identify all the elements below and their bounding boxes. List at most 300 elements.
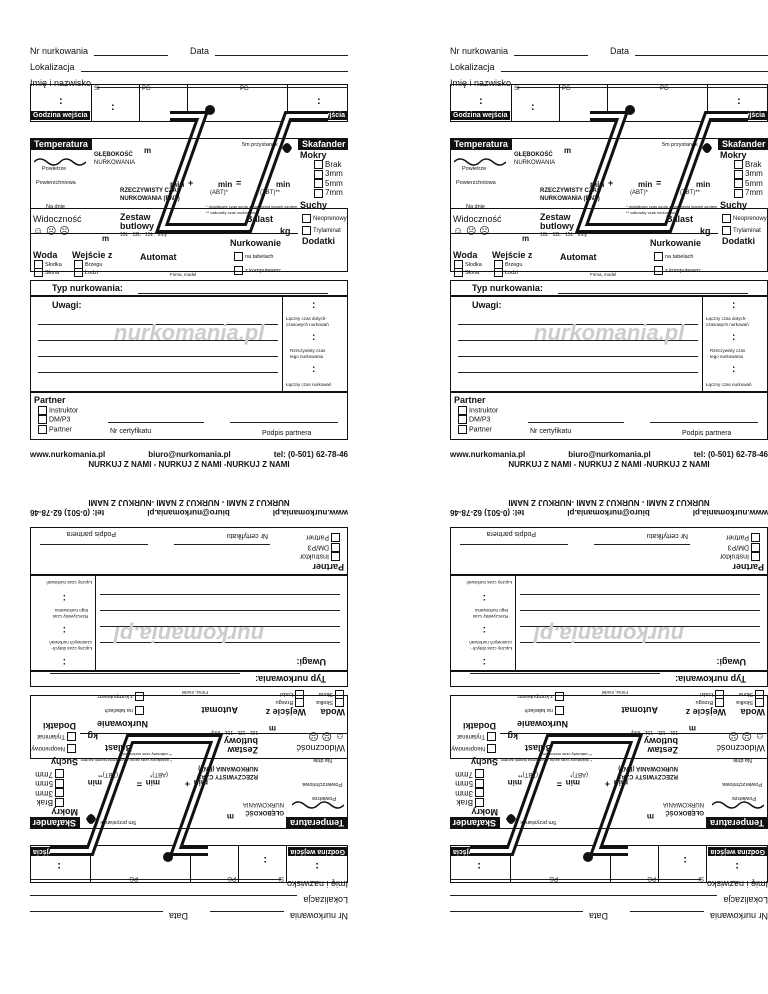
computer-option [234,266,281,275]
tables-label: na tabelach [665,253,694,260]
trilaminate-option [37,732,76,741]
shore-checkbox[interactable] [715,698,724,707]
dive-number-field[interactable] [210,911,284,921]
dm-checkbox[interactable] [38,415,47,424]
suit-opt-7mm: 7mm [455,769,473,779]
role-instructor: Instruktor [299,552,329,560]
exit-time-colon: : [737,95,741,107]
safety-stop-label: 5m przystanek [662,142,698,148]
cyl-15l: 15L [224,729,233,735]
entry-from-label: Wejście z [72,250,113,260]
tables-checkbox[interactable] [555,706,564,715]
air-temp-label: Powietrze [311,795,336,801]
water-label: Woda [740,707,765,717]
trilaminate-checkbox[interactable] [487,732,496,741]
cyl-10l: 10L [669,729,678,735]
salt-water-label: Słona [738,691,753,698]
cyl-other: Inny [577,232,587,238]
tbt-label: (TBT)** [98,771,118,777]
computer-checkbox[interactable] [555,692,564,701]
notes-line-4[interactable] [100,594,340,595]
water-label: Woda [320,707,345,717]
pg1-label: PG [562,86,571,92]
trilaminate-checkbox[interactable] [302,226,311,235]
total-prev-label-2: czasowych nurkowań [286,322,329,327]
suit-opt-7mm-checkbox[interactable] [475,769,484,778]
cert-label: Nr certyfikatu [646,532,688,539]
suit-opt-7mm: 7mm [745,188,763,198]
role-partner: Partner [306,533,329,541]
notes-line-3[interactable] [520,610,760,611]
instructor-checkbox[interactable] [751,552,760,561]
location-field[interactable] [501,62,768,72]
date-field[interactable] [215,46,348,56]
boat-option [74,268,98,277]
suit-opt-7mm: 7mm [35,769,53,779]
trilaminate-option [302,226,341,235]
cert-field[interactable] [174,544,270,545]
total-prev-colon: : [312,300,316,311]
suit-opt-3mm-checkbox[interactable] [734,170,743,179]
role-instructor: Instruktor [469,407,499,415]
salt-water-option [739,690,764,699]
role-partner: Partner [49,426,72,434]
temperature-label: Temperatura [706,817,768,829]
tables-checkbox[interactable] [234,252,243,261]
neoprene-checkbox[interactable] [722,214,731,223]
dive-number-row [30,42,348,56]
suit-opt-none-checkbox[interactable] [55,798,64,807]
notes-line-3[interactable] [38,356,278,357]
rnt-label: RZECZYWISTY CZAS [197,773,258,779]
role-dm: DM/P3 [469,416,491,424]
cyl-other: Inny [157,232,167,238]
notes-line-4[interactable] [38,372,278,373]
si-colon: : [531,101,535,113]
suit-opt-7mm-checkbox[interactable] [314,189,323,198]
ballast-label: Balast [246,214,274,224]
suit-opt-5mm-checkbox[interactable] [475,779,484,788]
name-label: Imię i nazwisko [286,879,348,889]
ballast-unit: kg [87,731,98,741]
dive-number-label: Nr nurkowania [289,911,348,921]
total-prev-label: Łączny czas dotych- [706,316,747,321]
boat-option [494,268,518,277]
exit-time-label: Godzina wyjścia [450,847,510,856]
cyl-12l: 12L [132,232,141,238]
footnote-1: * dodatkowy czas azotu z nasycenia tkanek azotem [500,758,592,763]
diving-section-label: Nurkowanie [96,719,148,729]
rnt-label-2: NURKOWANIA (RNT) [198,765,258,771]
wet-suit-label: Mokry [300,150,327,160]
date-field[interactable] [450,911,583,921]
dive-number-label: Nr nurkowania [450,46,509,56]
entry-time-label: Godzina wejścia [288,847,348,856]
fresh-water-checkbox[interactable] [335,698,344,707]
date-label: Data [610,46,630,56]
computer-checkbox[interactable] [234,266,243,275]
depth-label-2: NURKOWANIA [242,801,284,807]
neoprene-checkbox[interactable] [487,744,496,753]
computer-label: z komputerem: [516,693,553,700]
shore-checkbox[interactable] [295,698,304,707]
water-label: Woda [33,250,58,260]
total-label: Łączny czas nurkowań [46,580,92,585]
boat-label: Łodzi [85,269,99,276]
trilaminate-checkbox[interactable] [67,732,76,741]
date-field[interactable] [30,911,163,921]
suit-opt-3mm: 3mm [745,169,763,179]
dive-number-field[interactable] [630,911,704,921]
trilaminate-checkbox[interactable] [722,226,731,235]
pg2-label: PG [240,86,249,92]
cyl-15l: 15L [644,729,653,735]
suit-options [455,769,484,807]
surface-temp-label: Powierzchniowa [36,180,76,186]
notes-label: Uwagi: [52,300,82,310]
computer-checkbox[interactable] [135,692,144,701]
diving-section-label: Nurkowanie [650,238,702,248]
salt-water-option [454,268,479,277]
bottom-temp-label: Na dnie [466,204,485,210]
footnote-2: ** całkowity czas nurkowania [206,210,258,215]
website-link[interactable]: www.nurkomania.pl [450,450,526,459]
dive-type-field[interactable] [470,673,660,674]
location-field[interactable] [30,895,297,905]
role-dm: DM/P3 [49,416,71,424]
partner-sig-label: Podpis partnera [262,430,312,437]
suit-opt-3mm: 3mm [35,788,53,798]
partner-sig-label: Podpis partnera [682,430,732,437]
pg2-label: PG [129,875,138,881]
cyl-12l: 12L [237,729,246,735]
wave-icon [712,801,764,809]
cylinders-label-2: butlowy [644,736,678,746]
total-prev-label-2: czasowych nurkowań [469,640,512,645]
total-prev-colon: : [482,656,486,667]
boat-checkbox[interactable] [74,268,83,277]
suit-opt-none: Brak [36,798,53,807]
si-colon: : [111,101,115,113]
dive-number-field[interactable] [514,46,588,56]
tbt-min: min [507,778,522,787]
this-dive-label-2: tego nurkowania [290,354,324,359]
air-temp-label: Powietrze [462,166,487,172]
dive-number-field[interactable] [94,46,168,56]
si-colon: : [683,854,687,866]
visibility-faces-icon: ☺ ☹ ☹ [728,730,765,741]
suit-opt-3mm-checkbox[interactable] [55,788,64,797]
website-link[interactable]: www.nurkomania.pl [30,450,106,459]
visibility-unit: m [102,234,110,243]
entry-from-label: Wejście z [265,707,306,717]
partner-title: Partner [312,562,344,572]
total-label: Łączny czas nurkowań [706,382,752,387]
suit-title: Skafander [718,138,768,150]
phone-number: tel: (0-501) 62-78-46 [450,508,525,517]
ballast-unit: kg [280,226,291,236]
automat-label: Automat [621,705,658,715]
role-instructor: Instruktor [719,552,749,560]
role-dm: DM/P3 [727,543,749,551]
total-colon: : [62,592,66,603]
salt-water-option [319,690,344,699]
notes-line-4[interactable] [458,372,698,373]
dm-checkbox[interactable] [331,543,340,552]
cylinders-label-2: butlowy [224,736,258,746]
fresh-water-option [736,698,764,707]
extras-label: Dodatki [462,721,496,731]
fresh-water-label: Słodka [465,261,482,268]
fresh-water-checkbox[interactable] [755,698,764,707]
temperature-label: Temperatura [450,138,512,150]
rnt-label-2: NURKOWANIA (RNT) [618,765,678,771]
partner-roles [458,406,498,434]
neoprene-option [722,214,767,223]
plus-sign: + [604,779,610,789]
equals-sign: = [136,779,142,789]
location-row [30,58,348,72]
extras-label: Dodatki [722,236,756,246]
air-temp-label: Powietrze [731,795,756,801]
partner-checkbox[interactable] [38,425,47,434]
total-prev-label-2: czasowych nurkowań [706,322,749,327]
boat-label: Łodzi [699,691,713,698]
firm-model-label: Firma, model [601,690,628,695]
instructor-checkbox[interactable] [331,552,340,561]
cyl-12l: 12L [552,232,561,238]
this-dive-label: Rzeczywisty czas [710,348,746,353]
visibility-faces-icon: ☺ ☹ ☹ [453,226,490,237]
dm-checkbox[interactable] [751,543,760,552]
partner-sig-field[interactable] [650,422,758,423]
partner-sig-field[interactable] [40,544,148,545]
cylinder-sizes [120,232,167,238]
abt-min: min [145,778,160,787]
salt-water-checkbox[interactable] [34,268,43,277]
shore-option [276,698,304,707]
suit-opt-3mm-checkbox[interactable] [314,170,323,179]
dive-log-card-2 [450,0,768,469]
exit-time-label: Godzina wyjścia [288,111,348,120]
partner-roles [720,533,760,561]
safety-stop-label: 5m przystanek [242,142,278,148]
suit-opt-5mm-checkbox[interactable] [734,179,743,188]
name-label: Imię i nazwisko [30,78,92,88]
dive-type-label: Typ nurkowania: [472,283,543,293]
extras-label: Dodatki [302,236,336,246]
wave-icon [34,158,86,166]
automat-label: Automat [140,252,177,262]
contact-line [30,450,348,459]
instructor-checkbox[interactable] [458,406,467,415]
suit-opt-5mm-checkbox[interactable] [314,179,323,188]
rnt-label-2: NURKOWANIA (RNT) [540,196,600,202]
air-temp-label: Powietrze [42,166,67,172]
footnote-1: * dodatkowy czas azotu z nasycenia tkanek azotem [626,204,718,209]
neoprene-checkbox[interactable] [302,214,311,223]
visibility-label: Widoczność [453,214,502,224]
suit-opt-none-checkbox[interactable] [734,160,743,169]
this-dive-label: Rzeczywisty czas [52,614,88,619]
surface-temp-label: Powierzchniowa [722,781,762,787]
cert-field[interactable] [594,544,690,545]
rnt-min: min [193,778,208,787]
suit-opt-7mm-checkbox[interactable] [734,189,743,198]
dm-checkbox[interactable] [458,415,467,424]
trilaminate-label: Trylaminat [733,228,761,235]
neoprene-label: Neoprenowy [451,744,485,751]
partner-sig-label: Podpis partnera [486,530,536,537]
entry-time-label: Godzina wejścia [708,847,768,856]
email-link[interactable]: biuro@nurkomania.pl [148,450,231,459]
pg2-label: PG [660,86,669,92]
exit-time-colon: : [317,95,321,107]
dive-type-field[interactable] [50,673,240,674]
neoprene-checkbox[interactable] [67,744,76,753]
date-label: Data [588,911,608,921]
this-dive-colon: : [732,332,736,343]
computer-label: z komputerem: [96,693,133,700]
tables-label: na tabelach [245,253,274,260]
website-link[interactable]: www.nurkomania.pl [692,508,768,517]
location-label: Lokalizacja [303,895,348,905]
tbt-label: (TBT)** [518,771,538,777]
date-label: Data [190,46,210,56]
entry-time-colon: : [735,860,739,872]
suit-opt-none-checkbox[interactable] [314,160,323,169]
role-partner: Partner [469,426,492,434]
location-field[interactable] [81,62,348,72]
total-label: Łączny czas nurkowań [286,382,332,387]
visibility-unit: m [268,724,276,733]
tables-checkbox[interactable] [135,706,144,715]
this-dive-label: Rzeczywisty czas [472,614,508,619]
dive-type-field[interactable] [138,293,328,294]
pg2-label: PG [549,875,558,881]
phone-number: tel: (0-501) 62-78-46 [693,450,768,459]
suit-opt-7mm-checkbox[interactable] [55,769,64,778]
this-dive-label-2: tego nurkowania [710,354,744,359]
shore-label: Brzegu [85,261,103,268]
total-prev-label: Łączny czas dotych- [51,646,92,651]
tables-option [654,252,693,261]
computer-checkbox[interactable] [654,266,663,275]
watermark: nurkomania.pl [114,320,265,345]
website-link[interactable]: www.nurkomania.pl [272,508,348,517]
footnote-2: ** całkowity czas nurkowania [120,752,172,757]
wave-icon [454,158,506,166]
salt-water-checkbox[interactable] [454,268,463,277]
visibility-label: Widoczność [716,743,765,753]
location-field[interactable] [450,895,717,905]
trilaminate-option [457,732,496,741]
email-link[interactable]: biuro@nurkomania.pl [567,508,650,517]
contact-line [450,508,768,517]
role-partner: Partner [726,533,749,541]
tables-checkbox[interactable] [654,252,663,261]
cert-field[interactable] [528,422,624,423]
firm-model-label: Firma, model [181,690,208,695]
pg1-label: PG [227,875,236,881]
notes-line-3[interactable] [458,356,698,357]
dive-type-field[interactable] [558,293,748,294]
rnt-label: RZECZYWISTY CZAS [617,773,678,779]
visibility-faces-icon: ☺ ☹ ☹ [33,226,70,237]
notes-line-3[interactable] [100,610,340,611]
suit-opt-5mm-checkbox[interactable] [55,779,64,788]
tbt-min: min [276,180,291,189]
instructor-checkbox[interactable] [38,406,47,415]
rnt-min: min [613,778,628,787]
firm-model-label: Firma, model [590,272,617,277]
email-link[interactable]: biuro@nurkomania.pl [568,450,651,459]
salt-water-label: Słona [45,269,60,276]
depth-label-2: NURKOWANIA [514,160,556,166]
salt-water-label: Słona [318,691,333,698]
abt-min: min [638,180,653,189]
partner-checkbox[interactable] [458,425,467,434]
suit-opt-none-checkbox[interactable] [475,798,484,807]
salt-water-checkbox[interactable] [335,690,344,699]
trilaminate-label: Trylaminat [457,732,485,739]
partner-sig-field[interactable] [460,544,568,545]
abt-min: min [565,778,580,787]
fresh-water-option [316,698,344,707]
date-field[interactable] [635,46,768,56]
slogan: NURKUJ Z NAMI - NURKUJ Z NAMI -NURKUJ Z NAMI [508,498,710,507]
tbt-label: (TBT)** [680,190,700,196]
total-prev-colon: : [62,656,66,667]
partner-sig-field[interactable] [230,422,338,423]
trilaminate-label: Trylaminat [37,732,65,739]
abt-label: (ABT)* [150,771,168,777]
abt-label: (ABT)* [630,190,648,196]
suit-opt-none: Brak [456,798,473,807]
boat-checkbox[interactable] [494,268,503,277]
cyl-10l: 10L [540,232,549,238]
suit-opt-3mm-checkbox[interactable] [475,788,484,797]
visibility-label: Widoczność [296,743,345,753]
depth-unit: m [226,812,234,821]
partner-checkbox[interactable] [751,533,760,542]
this-dive-label: Rzeczywisty czas [290,348,326,353]
temperature-label: Temperatura [30,138,92,150]
watermark: nurkomania.pl [533,622,684,647]
suit-opt-none: Brak [325,160,342,169]
boat-checkbox[interactable] [295,690,304,699]
wet-suit-label: Mokry [51,807,78,817]
trilaminate-label: Trylaminat [313,228,341,235]
partner-checkbox[interactable] [331,533,340,542]
watermark: nurkomania.pl [534,320,685,345]
salt-water-label: Słona [465,269,480,276]
total-prev-label: Łączny czas dotych- [286,316,327,321]
notes-line-4[interactable] [520,594,760,595]
exit-time-label: Godzina wyjścia [708,111,768,120]
firm-model-label: Firma, model [170,272,197,277]
dive-number-row [450,42,768,56]
suit-title: Skafander [450,817,500,829]
shore-label: Brzegu [275,699,293,706]
salt-water-checkbox[interactable] [755,690,764,699]
email-link[interactable]: biuro@nurkomania.pl [147,508,230,517]
cert-field[interactable] [108,422,204,423]
location-label: Lokalizacja [450,62,495,72]
boat-option [280,690,304,699]
abt-min: min [218,180,233,189]
boat-checkbox[interactable] [715,690,724,699]
